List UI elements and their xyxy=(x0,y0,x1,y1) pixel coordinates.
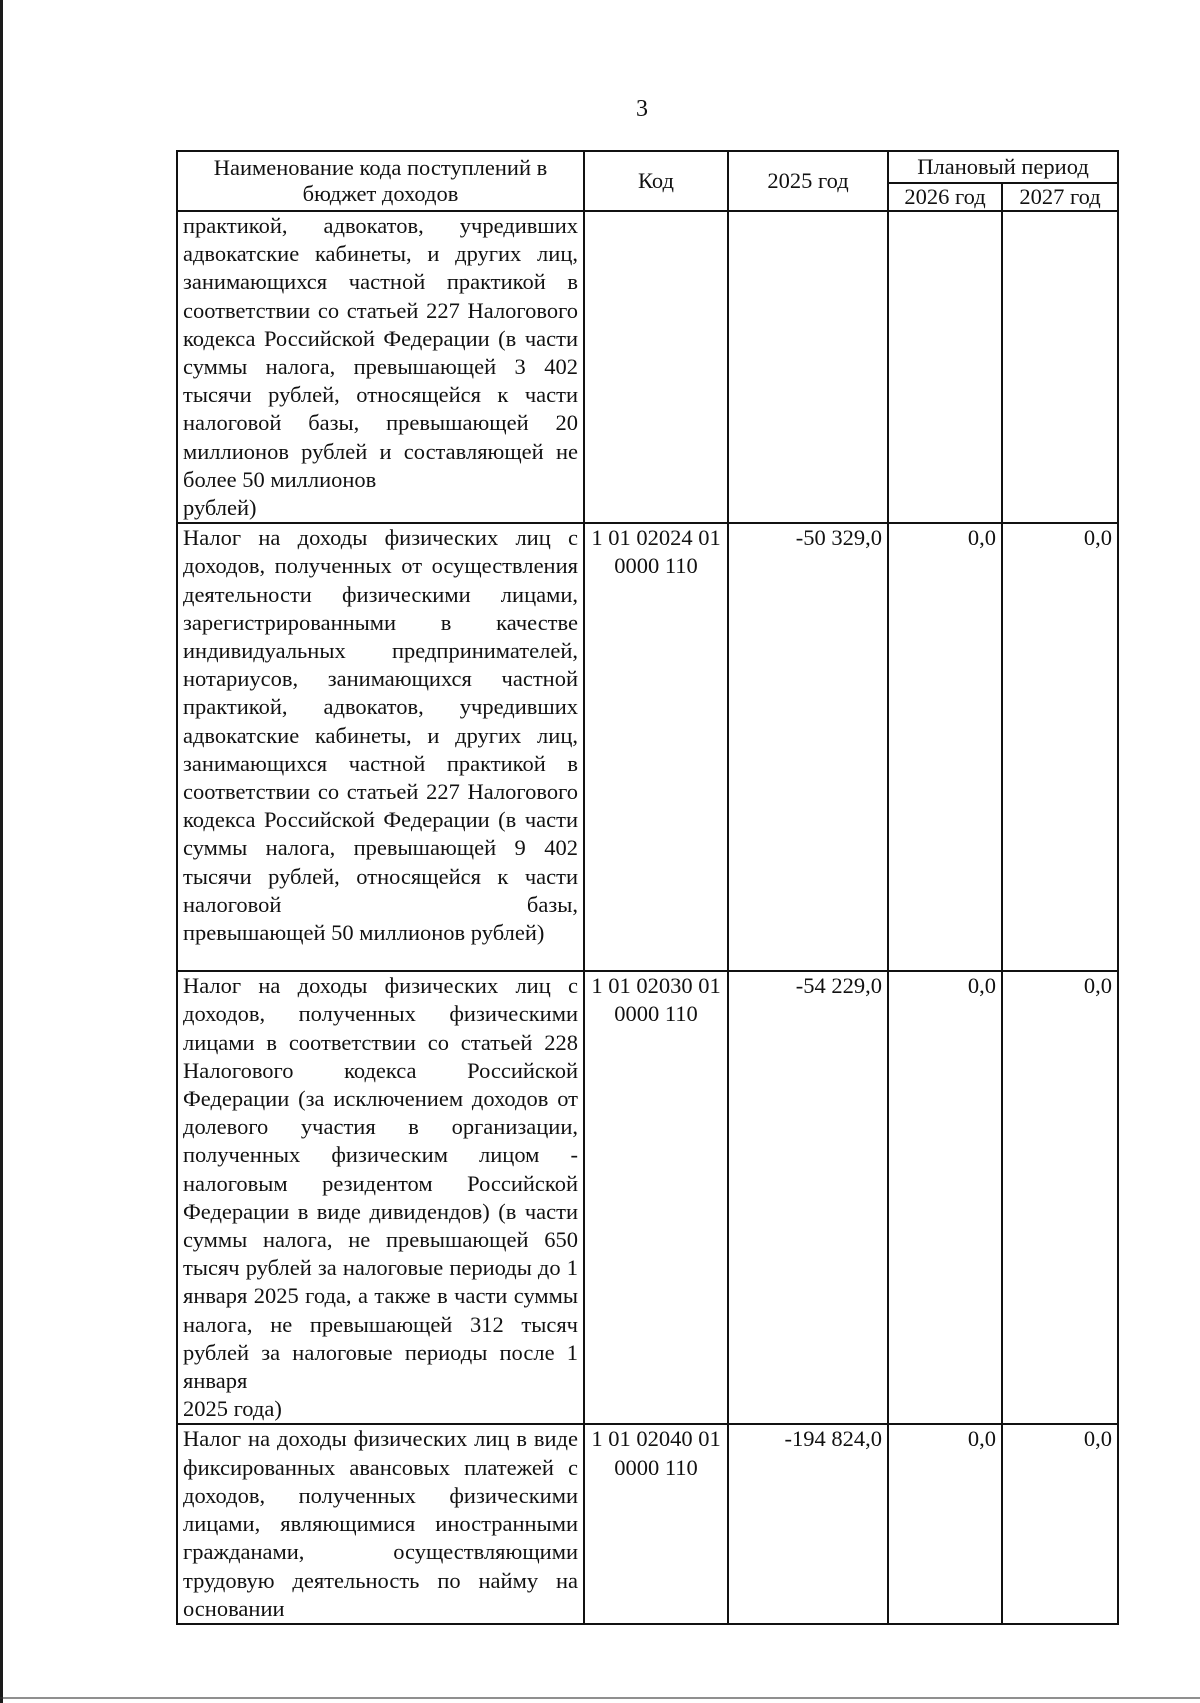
row-name xyxy=(177,1424,584,1623)
header-year-2027: 2027 год xyxy=(1002,183,1118,211)
row-value-2026: 0,0 xyxy=(888,523,1002,971)
header-planned-period: Плановый период xyxy=(888,151,1118,183)
table-row xyxy=(177,971,1118,1424)
budget-revenue-table xyxy=(176,150,1119,1625)
table-row xyxy=(177,523,1118,971)
table-row xyxy=(177,1424,1118,1623)
row-value-2025: -194 824,0 xyxy=(728,1424,888,1623)
header-name: Наименование кода поступлений в бюджет доходов xyxy=(177,151,584,211)
row-name-end: рублей) xyxy=(183,495,257,521)
row-name xyxy=(177,211,584,523)
row-name xyxy=(177,523,584,971)
row-code: 1 01 02024 01 0000 110 xyxy=(584,523,728,971)
scan-edge-bottom xyxy=(0,1697,1200,1699)
row-value-2025 xyxy=(728,211,888,523)
row-name-text: Налог на доходы физических лиц с доходов, полученных физическими лицами в соответствии со статьей 228 Налогового кодекса Российской Федерации (за исключением доходов от долевого участия в организации, полученных физическим лицом - налоговым резидентом Российской Федерации в виде дивидендов) (в части суммы налога, не превышающей 650 тысяч рублей за налоговые периоды до 1 января 2025 года, а также в части суммы налога, не превышающей 312 тысяч рублей за налоговые периоды после 1 января xyxy=(183,973,578,1394)
header-year-2026: 2026 год xyxy=(888,183,1002,211)
row-code: 1 01 02030 01 0000 110 xyxy=(584,971,728,1424)
row-value-2027: 0,0 xyxy=(1002,971,1118,1424)
row-value-2025: -54 229,0 xyxy=(728,971,888,1424)
table-row xyxy=(177,211,1118,523)
row-value-2027: 0,0 xyxy=(1002,1424,1118,1623)
row-name-text: практикой, адвокатов, учредивших адвокатские кабинеты, и других лиц, занимающихся частной практикой в соответствии со статьей 227 Налогового кодекса Российской Федерации (в части суммы налога, превышающей 3 402 тысячи рублей, относящейся к части налоговой базы, превышающей 20 миллионов рублей и составляющей не более 50 миллионов xyxy=(183,213,578,492)
row-name xyxy=(177,971,584,1424)
row-code: 1 01 02040 01 0000 110 xyxy=(584,1424,728,1623)
row-value-2026 xyxy=(888,211,1002,523)
row-code xyxy=(584,211,728,523)
page-number: 3 xyxy=(636,96,648,122)
row-value-2026: 0,0 xyxy=(888,1424,1002,1623)
row-value-2025: -50 329,0 xyxy=(728,523,888,971)
header-year-2025: 2025 год xyxy=(728,151,888,211)
row-value-2027: 0,0 xyxy=(1002,523,1118,971)
row-name-text: Налог на доходы физических лиц в виде фиксированных авансовых платежей с доходов, полученных физическими лицами, являющимися иностранными гражданами, осуществляющими трудовую деятельность по найму на основании xyxy=(183,1426,578,1621)
header-code: Код xyxy=(584,151,728,211)
row-name-end: 2025 года) xyxy=(183,1396,282,1422)
scan-edge-left xyxy=(0,0,3,1703)
row-value-2026: 0,0 xyxy=(888,971,1002,1424)
row-name-end: превышающей 50 миллионов рублей) xyxy=(183,920,545,946)
row-name-text: Налог на доходы физических лиц с доходов, полученных от осуществления деятельности физическими лицами, зарегистрированными в качестве индивидуальных предпринимателей, нотариусов, занимающихся частной практикой, адвокатов, учредивших адвокатские кабинеты, и других лиц, занимающихся частной практикой в соответствии со статьей 227 Налогового кодекса Российской Федерации (в части суммы налога, превышающей 9 402 тысячи рублей, относящейся к части налоговой базы, xyxy=(183,525,578,917)
row-value-2027 xyxy=(1002,211,1118,523)
